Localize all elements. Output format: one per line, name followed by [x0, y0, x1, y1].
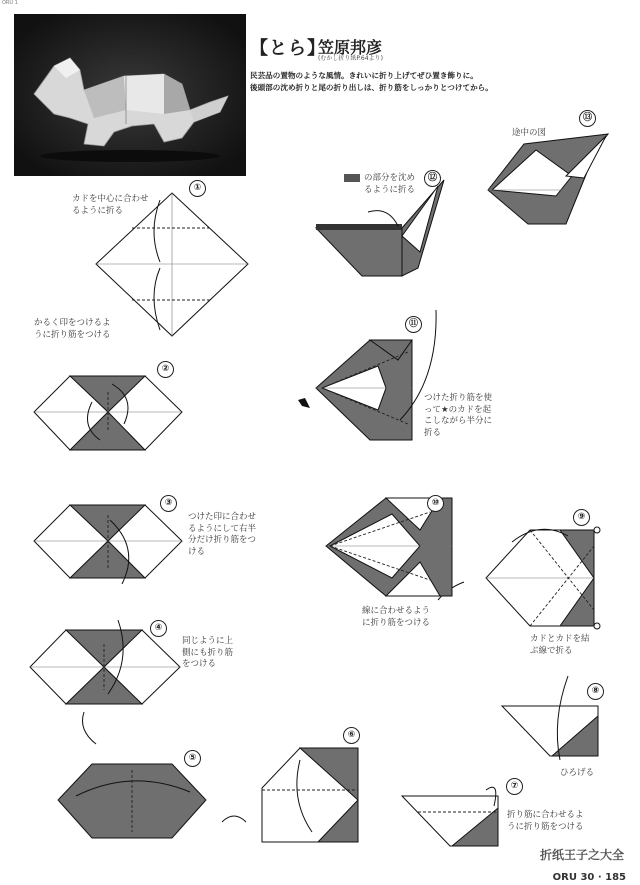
step-number-6: ⑥: [343, 727, 360, 744]
watermark: 折纸王子之大全: [539, 848, 624, 862]
step-number-7: ⑦: [506, 778, 523, 795]
diagram-step-2: [34, 376, 182, 450]
diagram-step-7: [402, 787, 498, 846]
step-number-4: ④: [150, 620, 167, 637]
step-13-note: 途中の図: [512, 128, 547, 138]
step-8-note: ひろげる: [560, 768, 595, 778]
step-4-note: 同じように上側にも折り筋をつける: [182, 636, 234, 669]
description-line-1: 民芸品の置物のような風情。きれいに折り上げてぜひ置き飾りに。: [250, 71, 478, 80]
step-number-10: ⑩: [427, 495, 444, 512]
step-10-note: 線に合わせるように折り筋をつける: [362, 606, 431, 628]
step-1-note: カドを中心に合わせるように折る: [72, 194, 149, 216]
step-number-1: ①: [189, 180, 206, 197]
diagram-step-10: [326, 498, 452, 596]
step-number-13: ⑬: [579, 110, 596, 127]
diagram-step-4: [30, 620, 180, 744]
step-7-note: 折り筋に合わせるように折り筋をつける: [507, 810, 584, 832]
diagram-step-3: [34, 505, 182, 584]
description-line-2: 後頭部の沈め折りと尾の折り出しは、折り筋をしっかりとつけてから。: [250, 83, 493, 92]
reference-note: (むかし折り紙P.64より): [318, 55, 383, 62]
author-name: 笠原邦彦: [318, 38, 383, 57]
step-9-note: カドとカドを結ぶ線で折る: [530, 634, 590, 656]
step-11-note: つけた折り筋を使って★のカドを起こしながら半分に折る: [424, 393, 493, 438]
diagram-step-5: [58, 764, 246, 838]
step-number-9: ⑨: [573, 509, 590, 526]
step-number-8: ⑧: [587, 683, 604, 700]
step-number-3: ③: [160, 495, 177, 512]
page-title: 【とら】: [250, 38, 326, 59]
corner-tag: ORU 1: [2, 0, 18, 6]
step-number-11: ⑪: [405, 316, 422, 333]
diagram-step-8: [502, 676, 598, 760]
step-number-5: ⑤: [184, 750, 201, 767]
page-number: ORU 30 · 185: [552, 872, 626, 883]
step-12-note: の部分を沈めるように折る: [364, 173, 416, 195]
step-2-note: かるく印をつけるように折り筋をつける: [34, 318, 111, 340]
step-3-note: つけた印に合わせるようにして右半分だけ折り筋をつける: [188, 512, 257, 557]
diagram-step-6: [262, 748, 358, 842]
step-number-12: ⑫: [424, 170, 441, 187]
step-number-2: ②: [157, 361, 174, 378]
diagram-step-9: [438, 527, 600, 629]
diagram-step-13: [488, 134, 608, 224]
